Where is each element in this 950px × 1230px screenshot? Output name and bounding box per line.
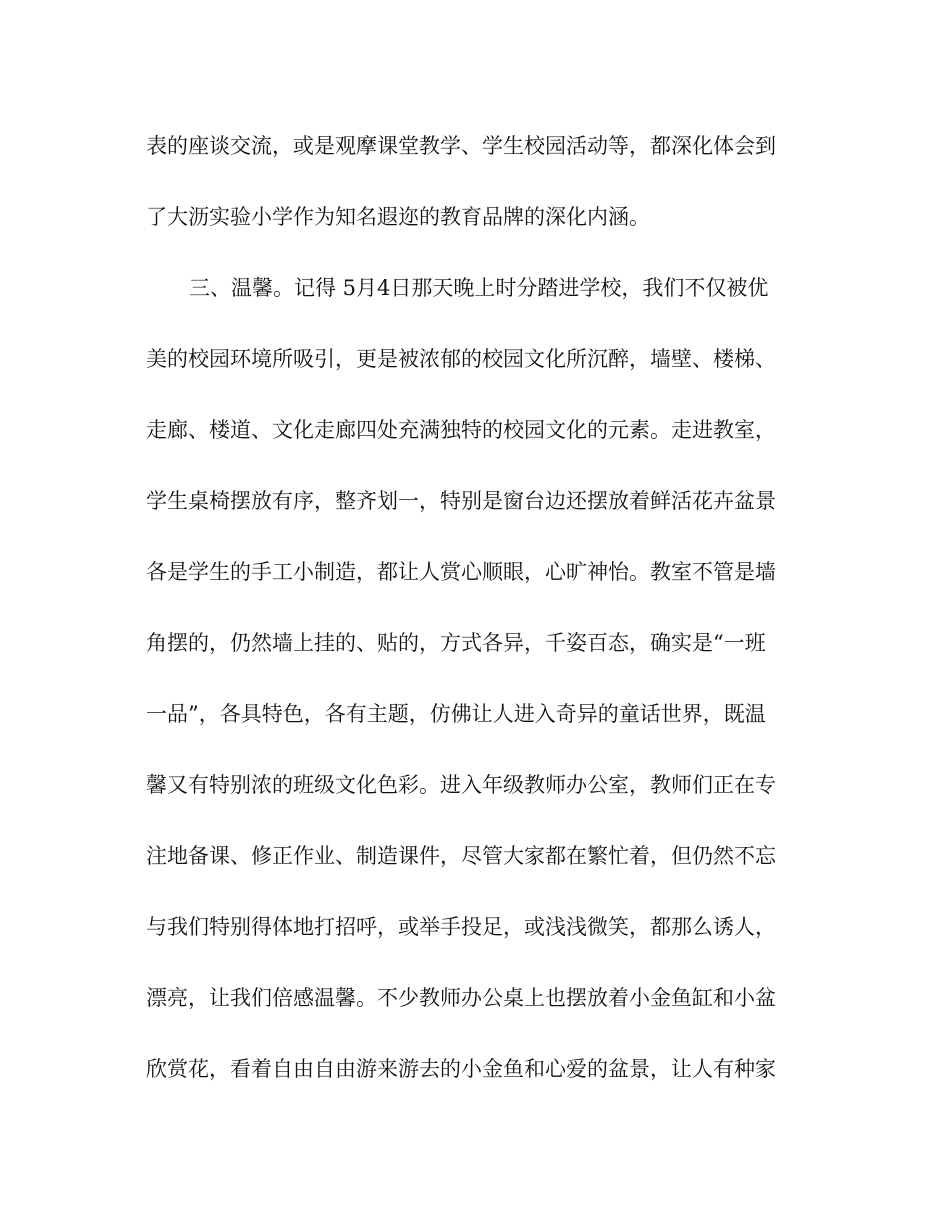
text-line: 馨又有特别浓的班级文化色彩。进入年级教师办公室，教师们正在专 — [146, 773, 776, 797]
text-line: 一品”，各具特色，各有主题，仿佛让人进入奇异的童话世界，既温 — [146, 702, 766, 726]
paragraph-start-line: 三、温馨。记得 5月4日那天晚上时分踏进学校，我们不仅被优 — [189, 276, 769, 300]
text-line: 走廊、楼道、文化走廊四处充满独特的校园文化的元素。走进教室， — [146, 418, 776, 442]
text-line: 与我们特别得体地打招呼，或举手投足，或浅浅微笑，都那么诱人， — [146, 915, 776, 939]
text-line: 角摆的，仍然墙上挂的、贴的，方式各异，千姿百态，确实是“一班 — [146, 631, 766, 655]
text-line: 学生桌椅摆放有序，整齐划一，特别是窗台边还摆放着鲜活花卉盆景 — [146, 489, 776, 513]
text-line: 各是学生的手工小制造，都让人赏心顺眼，心旷神怡。教室不管是墙 — [146, 560, 776, 584]
text-line: 欣赏花，看着自由自由游来游去的小金鱼和心爱的盆景，让人有种家 — [146, 1057, 776, 1081]
text-line: 漂亮，让我们倍感温馨。不少教师办公桌上也摆放着小金鱼缸和小盆 — [146, 986, 776, 1010]
body-text — [146, 126, 806, 1120]
text-line: 注地备课、修正作业、制造课件，尽管大家都在繁忙着，但仍然不忘 — [146, 844, 776, 868]
text-line: 表的座谈交流，或是观摩课堂教学、学生校园活动等，都深化体会到 — [146, 134, 776, 158]
text-line: 了大沥实验小学作为知名遐迩的教育品牌的深化内涵。 — [146, 205, 650, 229]
text-line: 美的校园环境所吸引，更是被浓郁的校园文化所沉醉，墙壁、楼梯、 — [146, 347, 776, 371]
